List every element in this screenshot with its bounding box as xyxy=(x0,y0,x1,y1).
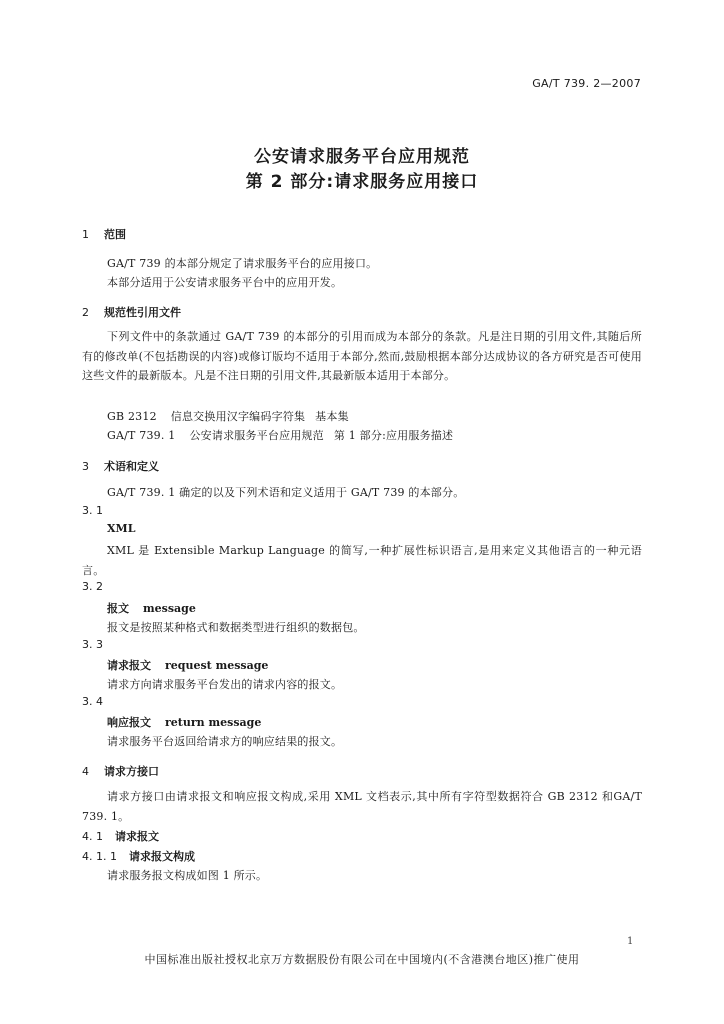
term-zh: 请求报文 xyxy=(107,659,151,672)
section-label: 范围 xyxy=(104,228,126,241)
term-zh: 报文 xyxy=(107,602,129,615)
term-name xyxy=(107,522,135,535)
section-label: 术语和定义 xyxy=(104,460,159,473)
subsection-heading-4-1 xyxy=(82,828,159,844)
term-en: message xyxy=(143,602,196,615)
reference-code: GA/T 739. 1 xyxy=(107,429,176,442)
subsection-label: 请求报文 xyxy=(115,830,159,843)
term-name xyxy=(107,657,268,673)
term-en: request message xyxy=(165,659,269,672)
term-en: return message xyxy=(165,716,262,729)
term-definition: XML 是 Extensible Markup Language 的简写,一种扩展性标识语言,是用来定义其他语言的一种元语言。 xyxy=(82,544,642,577)
body-line: GA/T 739. 1 确定的以及下列术语和定义适用于 GA/T 739 的本部分。 xyxy=(107,486,465,499)
document-subtitle: 第 2 部分:请求服务应用接口 xyxy=(245,172,479,192)
body-paragraph: 请求方接口由请求报文和响应报文构成,采用 XML 文档表示,其中所有字符型数据符合 GB 2312 和GA/T 739. 1。 xyxy=(82,790,642,823)
footer-notice: 中国标准出版社授权北京万方数据股份有限公司在中国境内(不含港澳台地区)推广使用 xyxy=(144,953,580,966)
term-definition: 报文是按照某种格式和数据类型进行组织的数据包。 xyxy=(107,621,365,634)
reference-extra: 基本集 xyxy=(315,410,349,423)
standard-code: GA/T 739. 2—2007 xyxy=(532,77,641,90)
subsection-heading-4-1-1 xyxy=(82,848,195,864)
section-heading-3 xyxy=(82,458,159,474)
reference-title: 公安请求服务平台应用规范 xyxy=(189,429,324,442)
subsection-label: 请求报文构成 xyxy=(128,850,195,863)
body-line: 本部分适用于公安请求服务平台中的应用开发。 xyxy=(107,276,343,289)
term-definition: 请求服务平台返回给请求方的响应结果的报文。 xyxy=(107,735,343,748)
section-label: 请求方接口 xyxy=(104,765,159,778)
reference-title: 信息交换用汉字编码字符集 xyxy=(170,410,306,423)
reference-item xyxy=(107,427,453,443)
subsection-number: 4. 1. 1 xyxy=(82,850,117,863)
section-heading-1 xyxy=(82,226,126,242)
term-zh: 响应报文 xyxy=(107,716,151,729)
term-name xyxy=(107,600,196,616)
body-line: 请求服务报文构成如图 1 所示。 xyxy=(107,869,268,882)
section-number: 3 xyxy=(82,460,89,473)
section-number: 1 xyxy=(82,228,89,241)
section-label: 规范性引用文件 xyxy=(104,306,181,319)
section-heading-2 xyxy=(82,304,181,320)
reference-item xyxy=(107,408,349,424)
term-number: 3. 2 xyxy=(82,580,103,593)
term-number: 3. 1 xyxy=(82,504,103,517)
section-number: 4 xyxy=(82,765,89,778)
term-name xyxy=(107,714,261,730)
section-heading-4 xyxy=(82,763,159,779)
page-number: 1 xyxy=(627,936,634,947)
subsection-number: 4. 1 xyxy=(82,830,103,843)
section-number: 2 xyxy=(82,306,89,319)
term-zh: XML xyxy=(107,522,136,535)
term-number: 3. 4 xyxy=(82,695,103,708)
body-paragraph: 下列文件中的条款通过 GA/T 739 的本部分的引用而成为本部分的条款。凡是注日期的引用文件,其随后所有的修改单(不包括勘误的内容)或修订版均不适用于本部分,然而,鼓励根据本部分达成协议的各方研究是否可使用这些文件的最新版本。凡是不注日期的引用文件,其最新版本适用于本部分。 xyxy=(82,330,642,383)
body-line: GA/T 739 的本部分规定了请求服务平台的应用接口。 xyxy=(107,257,378,270)
reference-extra: 第 1 部分:应用服务描述 xyxy=(333,429,454,442)
term-definition: 请求方向请求服务平台发出的请求内容的报文。 xyxy=(107,678,343,691)
term-number: 3. 3 xyxy=(82,638,103,651)
document-title: 公安请求服务平台应用规范 xyxy=(254,147,470,167)
reference-code: GB 2312 xyxy=(107,410,157,423)
